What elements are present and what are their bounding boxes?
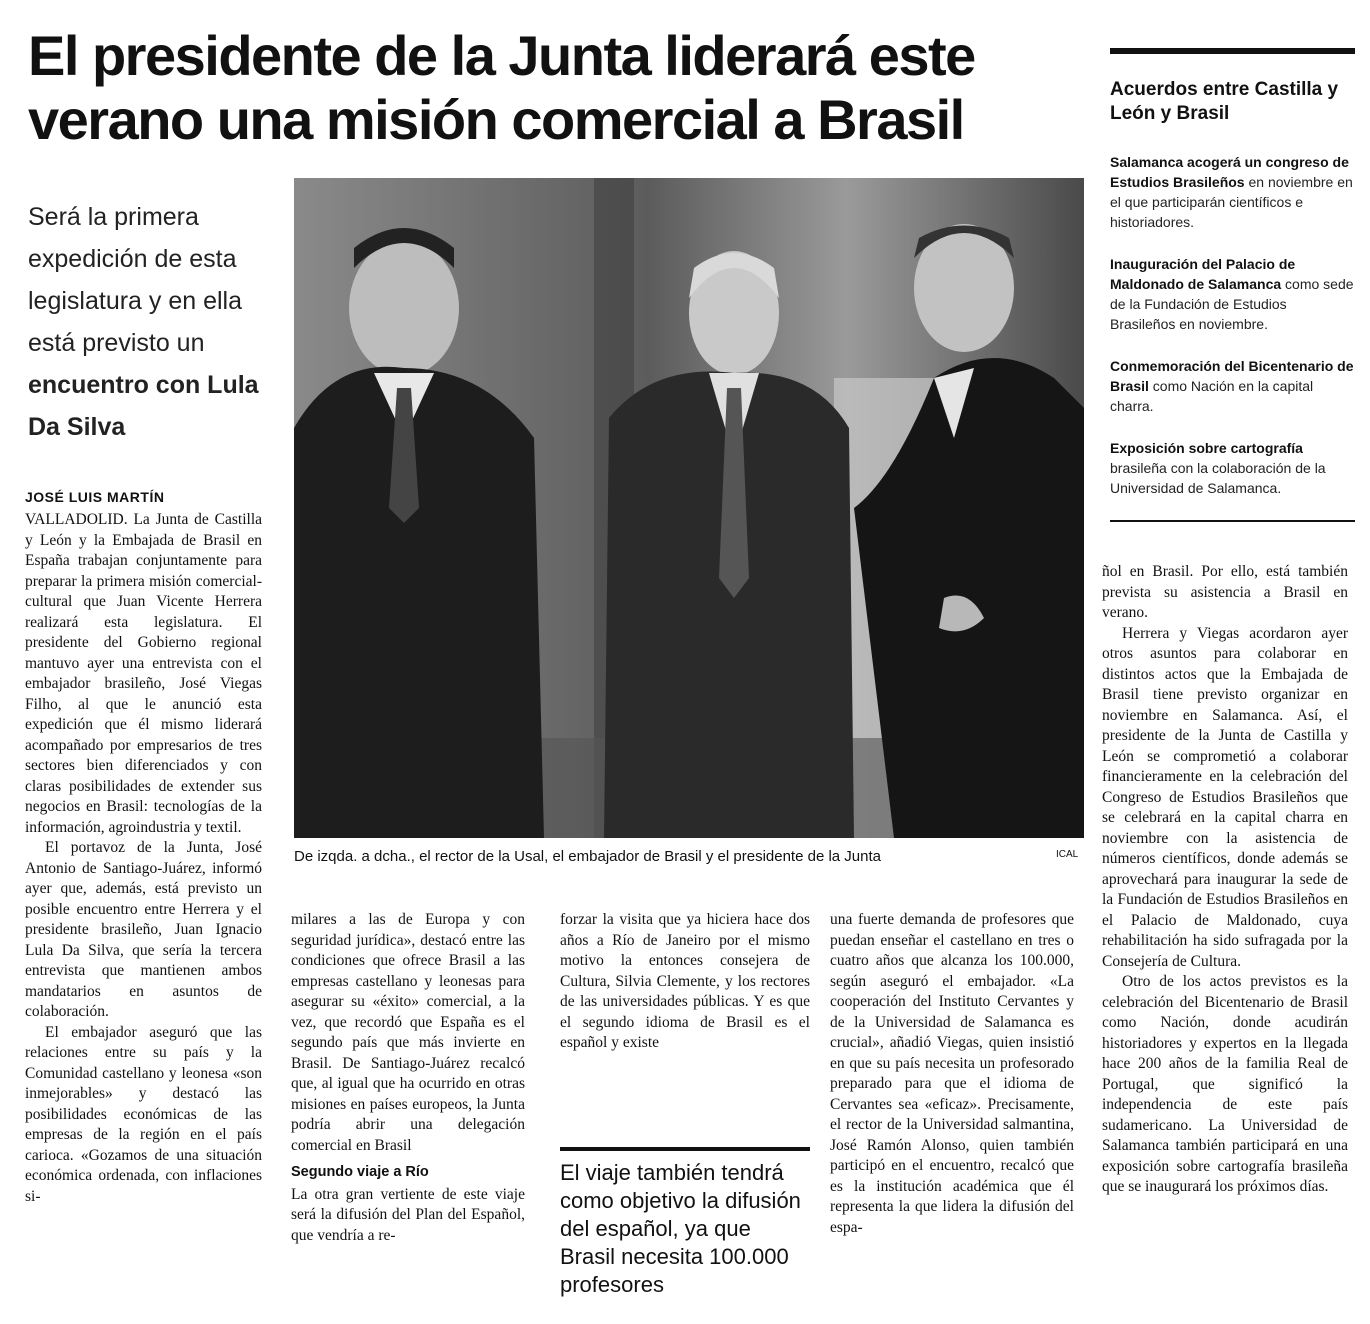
sidebar-title: Acuerdos entre Castilla y León y Brasil (1110, 79, 1339, 124)
article-column-4 (830, 910, 1074, 1238)
sidebar-item: Conmemoración del Bicentenario de Brasil como Nación en la capital charra. (1110, 358, 1354, 414)
paragraph: Herrera y Viegas acordaron ayer otros asuntos para colaborar en distintos actos que la Embajada de Brasil tiene previsto organizar en noviembre en Salamanca. Así, el presidente de la Junta de Castilla y León se comprometió a colaborar financieramente en la celebración del Congreso de Estudios Brasileños que se celebrará en la capital charra en noviembre con la asistencia de números científicos, donde además se aprovechará para inaugurar la sede de la Fundación de Estudios Brasileños en el Palacio de Maldonado, cuya rehabilitación ha sido sufragada por la Consejería de Cultura. (1102, 624, 1348, 970)
section-heading: Segundo viaje a Río (291, 1164, 429, 1180)
sidebar-top-rule (1110, 48, 1355, 54)
paragraph: milares a las de Europa y con seguridad jurídica», destacó entre las condiciones que ofrece Brasil a las empresas castellano y leonesas para asegurar su «éxito» comercial, a la vez, que recordó que España es el segundo país que más invierte en Brasil. De Santiago-Juárez recalcó que, al igual que ha ocurrido en otras misiones en países europeos, la Junta podría abrir una delegación comercial en Brasil (291, 911, 525, 1154)
pull-quote (560, 1147, 810, 1299)
paragraph: VALLADOLID. La Junta de Castilla y León y la Embajada de Brasil en España trabajan conjuntamente para preparar la primera misión comercial-cultural que Juan Vicente Herrera realizará esta legislatura. El presidente del Gobierno regional mantuvo ayer una entrevista con el embajador brasileño, José Viegas Filho, al que le anunció esta expedición que él mismo liderará acompañado por empresarios de tres sectores bien diferenciados y con claras posibilidades de extender sus negocios en Brasil: tecnologías de la información, agroindustria y textil. (25, 511, 262, 836)
article-column-2 (291, 910, 525, 1246)
subhead-lead: Será la primera expedición de esta legislatura y en ella está previsto un (28, 203, 243, 357)
headline (28, 24, 1088, 152)
article-column-5 (1102, 562, 1348, 1198)
news-photo (294, 178, 1084, 838)
article-column-3 (560, 910, 810, 1054)
paragraph: La otra gran vertiente de este viaje será la difusión del Plan del Español, que vendría a re- (291, 1185, 525, 1244)
pull-quote-text: El viaje también tendrá como objetivo la difusión del español, ya que Brasil necesita 100.000 profesores (560, 1160, 801, 1297)
paragraph: El portavoz de la Junta, José Antonio de Santiago-Juárez, informó ayer que, además, está previsto un posible encuentro entre Herrera y el presidente brasileño, Juan Ignacio Lula Da Silva, que sería la tercera entrevista que mantienen ambos mandatarios en asuntos de colaboración. (25, 839, 262, 1020)
sidebar-box (1110, 48, 1355, 522)
paragraph: una fuerte demanda de profesores que puedan enseñar el castellano en tres o cuatro años que alcanza los 100.000, según aseguró el embajador. «La cooperación del Instituto Cervantes y de la Universidad de Salamanca es crucial», añadió Viegas, quien insistió en que su país necesita un profesorado preparado para que el idioma de Cervantes sea «eficaz». Precisamente, el rector de la Universidad salmantina, José Ramón Alonso, quien también participó en el encuentro, recalcó que es la institución académica que él representa la que lidera la difusión del espa- (830, 911, 1074, 1236)
photo-credit: ICAL (1056, 849, 1079, 860)
sidebar-item: Salamanca acogerá un congreso de Estudios Brasileños en noviembre en el que participarán científicos e historiadores. (1110, 154, 1353, 230)
sidebar-item: Exposición sobre cartografía brasileña con la colaboración de la Universidad de Salamanca. (1110, 440, 1326, 496)
subhead-highlight: encuentro con Lula Da Silva (28, 371, 259, 441)
article-column-1 (25, 510, 262, 1207)
paragraph: ñol en Brasil. Por ello, está también prevista su asistencia a Brasil en verano. (1102, 563, 1348, 621)
paragraph: Otro de los actos previstos es la celebración del Bicentenario de Brasil como Nación, donde acudirán historiadores y expertos en la llegada hace 200 años de la familia Real de Portugal, que significó la independencia de este país sudamericano. La Universidad de Salamanca también participará en una exposición sobre cartografía brasileña que se inaugurará los próximos días. (1102, 973, 1348, 1195)
subheadline (28, 196, 283, 448)
pull-quote-rule (560, 1147, 810, 1151)
sidebar-item: Inauguración del Palacio de Maldonado de Salamanca como sede de la Fundación de Estudios Brasileños en noviembre. (1110, 256, 1354, 332)
headline-line-1: El presidente de la Junta liderará este (28, 24, 975, 87)
byline: JOSÉ LUIS MARTÍN (25, 489, 165, 505)
paragraph: El embajador aseguró que las relaciones entre su país y la Comunidad castellano y leonesa «son inmejorables» y destacó las posibilidades económicas de las empresas de la región en el país carioca. «Gozamos de una situación económica ordenada, con inflaciones si- (25, 1023, 262, 1205)
photo-caption: De izqda. a dcha., el rector de la Usal, el embajador de Brasil y el presidente de la Junta (294, 848, 881, 865)
photo-illustration (294, 178, 1084, 838)
headline-line-2: verano una misión comercial a Brasil (28, 88, 964, 151)
paragraph: forzar la visita que ya hiciera hace dos años a Río de Janeiro por el mismo motivo la entonces consejera de Cultura, Silvia Clemente, y los rectores de las universidades públicas. Y es que el segundo idioma de Brasil es el español y existe (560, 911, 810, 1051)
sidebar-bottom-rule (1110, 520, 1355, 522)
